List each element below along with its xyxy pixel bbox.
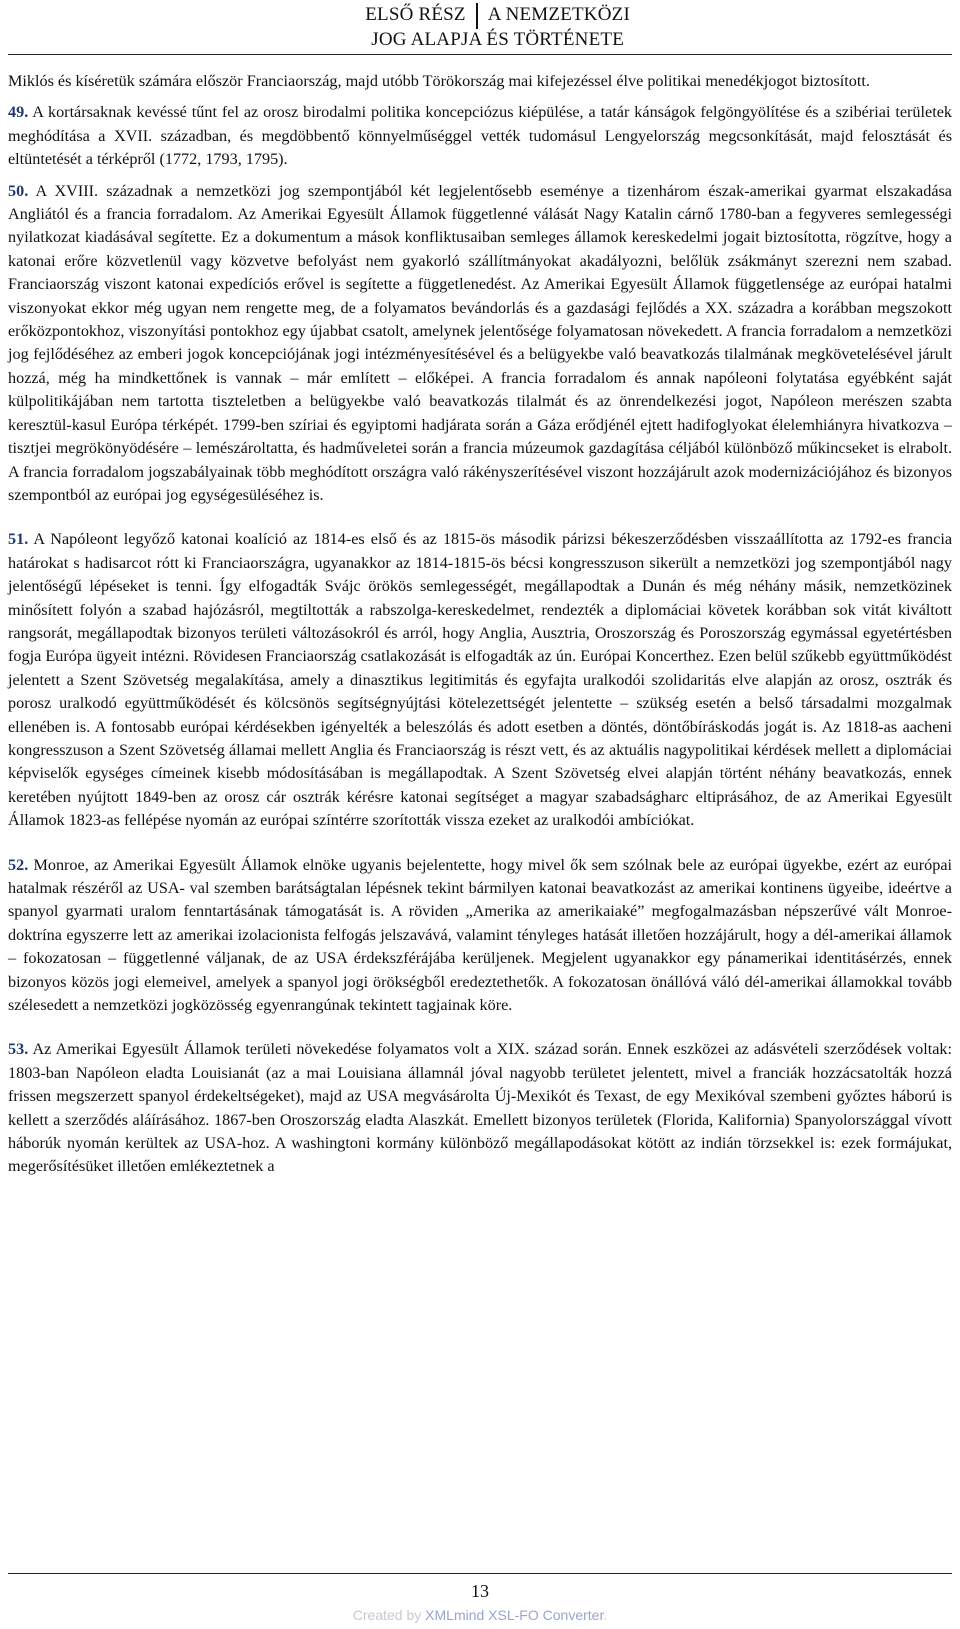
paragraph-continuation — [8, 70, 952, 93]
paragraph-49 — [8, 101, 952, 171]
converter-watermark — [0, 1606, 960, 1624]
header-rule — [8, 54, 952, 55]
paragraph-51 — [8, 528, 952, 832]
paragraph-text: A Napóleont legyőző katonai koalíció az 1814-es első és az 1815-ös második párizsi békeszerződésben visszaállította az 1792-es francia határokat s hadisarcot rótt ki Franciaországra, ugyanakkor az 1814-1815-ös bécsi kongresszuson sikerült a nemzetközi jog szempontjából nagy jelentőségű lépéseket is tenni. Így elfogadták Svájc örökös semlegességét, megállapodtak a Dunán és még néhány másik, nemzetközinek minősített folyón a szabad hajózásról, megtiltották a rabszolga-kereskedelmet, rendezték a diplomáciai követek korábban sok vitát kiváltott rangsorát, megállapodtak bizonyos területi változásokról és arról, hogy Anglia, Ausztria, Oroszország és Poroszország egymással egyetértésben fogja Európa ügyeit intézni. Rövidesen Franciaország csatlakozását is elfogadták az ún. Európai Koncerthez. Ezen belül szűkebb együttműködést jelentett a Szent Szövetség megalakítása, amely a dinasztikus legitimitás és egyfajta uralkodói szolidaritás elve alapján az orosz, osztrák és porosz uralkodó együttműködését és kölcsönös segítségnyújtási kötelezettségét jelentette – szükség esetén a belső társadalmi mozgalmak ellenében is. A fontosabb európai kérdésekben igényelték a beleszólás és adott esetben a döntés, döntőbíráskodás jogát is. Az 1818-as aacheni kongresszuson a Szent Szövetség államai mellett Anglia és Franciaország is részt vett, és az aktuális nagypolitikai kérdések mellett a diplomáciai képviselők egységes címeinek kisebb módosításában is megállapodtak. A Szent Szövetség elvei alapján történt néhány beavatkozás, ennek keretében nyújtott 1849-ben az orosz cár osztrák kérésre katonai segítséget a magyar szabadságharc eltiprásához, de az Amerikai Egyesült Államok 1823-as fellépése nyomán az európai színtérre szorították vissza ezeket az uralkodói ambíciókat. — [8, 530, 952, 830]
footer-rule — [8, 1573, 952, 1574]
paragraph-number: 49. — [8, 103, 29, 122]
paragraph-number: 51. — [8, 530, 29, 549]
paragraph-number: 50. — [8, 181, 29, 200]
paragraph-number: 53. — [8, 1040, 29, 1059]
paragraph-text: A XVIII. századnak a nemzetközi jog szempontjából két legjelentősebb eseménye a tizenhárom észak-amerikai gyarmat elszakadása Angliától és a francia forradalom. Az Amerikai Egyesült Államok függetlenné válását Nagy Katalin cárnő 1780-ban a fegyveres semlegességi nyilatkozat kiadásával segítette. Ez a dokumentum a mások konfliktusaiban semleges államok kereskedelmi jogait biztosította, rögzítve, hogy a katonai erőre közvetlenül vagy közvetve befolyást nem gyakorló szállítmányokat akadályozni, belőlük zsákmányt szerezni nem szabad. Franciaország viszont katonai expedíciós erővel is segítette a függetlenedést. Az Amerikai Egyesült Államok függetlensége az európai hatalmi viszonyokat ekkor még ugyan nem rengette meg, de a folyamatos bevándorlás és a gazdasági fejlődés a XX. századra a korábban megszokott erőközpontokhoz, viszonyítási pontokhoz egy újabbat csatolt, amelynek jelentősége folyamatosan növekedett. A francia forradalom a nemzetközi jog fejlődéséhez az emberi jogok koncepciójának jogi intézményesítésével és a belügyekbe való beavatkozás tilalmának megkövetelésével járult hozzá, még ha mindkettőnek is vannak – már említett – előképei. A francia forradalom és annak napóleoni folytatása egyébként saját külpolitikájában nem tartotta tiszteletben a belügyekbe való beavatkozás tilalmát és az önrendelkezési jogot, Napóleon merészen szabta keresztül-kasul Európa térképét. 1799-ben szíriai és egyiptomi hadjárata során a Gáza erődjénél ejtett hadifoglyokat élelemhiányra hivatkozva – tisztjei megrökönyödésére – lemészároltatta, és hadműveletei során a francia múzeumok gazdagítása céljából különböző műkincseket is elrabolt. A francia forradalom jogszabályainak több meghódított országra való rákényszerítésével viszont hozzájárult azok modernizációjához és bizonyos szempontból az európai jog egységesüléséhez is. — [8, 181, 952, 504]
paragraph-text: Az Amerikai Egyesült Államok területi növekedése folyamatos volt a XIX. század során. Ennek eszközei az adásvételi szerződések voltak: 1803-ban Napóleon eladta Louisianát (az a mai Louisiana államnál jóval nagyobb területet jelentett, mivel a franciák hozzácsatolták hozzá frissen megszerzett spanyol érdekeltségeket), majd az USA megvásárolta Új-Mexikót és Texast, de egy Mexikóval szembeni győztes háború is kellett a szerződés aláírásához. 1867-ben Oroszország eladta Alaszkát. Emellett bizonyos területek (Florida, Kalifornia) Spanyolországgal vívott háborúk nyomán kerültek az USA-hoz. A washingtoni kormány különböző megállapodásokat kötött az indián törzsekkel is: ezek formájukat, megerősítésüket illetően emlékeztetnek a — [8, 1040, 952, 1176]
running-header — [365, 4, 630, 51]
paragraph-number: 52. — [8, 855, 29, 874]
paragraph-52 — [8, 854, 952, 1018]
watermark-brand-link[interactable]: XMLmind XSL-FO Converter — [425, 1607, 604, 1623]
document-body — [8, 70, 952, 1200]
page-number: 13 — [471, 1581, 489, 1601]
paragraph-53 — [8, 1038, 952, 1178]
header-title-line1: A NEMZETKÖZI — [487, 4, 630, 25]
watermark-prefix: Created by — [352, 1607, 426, 1623]
paragraph-text: A kortársaknak kevéssé tűnt fel az orosz birodalmi politika koncepciózus kiépülése, a tatár kánságok felgöngyölítése és a szibériai területek meghódítása a XVII. században, és megdöbbentő könnyelműséggel vették tudomásul Lengyelország megcsonkítását, majd felosztását és eltüntetését a térképről (1772, 1793, 1795). — [8, 103, 952, 169]
paragraph-50 — [8, 180, 952, 508]
header-part-label: ELSŐ RÉSZ — [365, 4, 466, 25]
header-title-line2: JOG ALAPJA ÉS TÖRTÉNETE — [371, 29, 624, 50]
paragraph-text: Miklós és kíséretük számára először Franciaország, majd utóbb Törökország mai kifejezéssel élve politikai menedékjogot biztosított. — [8, 72, 870, 90]
header-divider — [476, 3, 478, 29]
watermark-suffix: . — [603, 1607, 608, 1623]
paragraph-text: Monroe, az Amerikai Egyesült Államok elnöke ugyanis bejelentette, hogy mivel ők sem szólnak bele az európai ügyekbe, ezért az európai hatalmak részéről az USA- val szemben barátságtalan lépésnek tekint bármilyen katonai beavatkozást az amerikai kontinens ügyeibe, ideértve a spanyol gyarmati uralom fenntartásának támogatását is. A röviden „Amerika az amerikaiaké” megfogalmazásban népszerűvé vált Monroe-doktrína egyszerre lett az amerikai izolacionista felfogás jelszavává, valamint tényleges hatását illetően hozzájárult, hogy a dél-amerikai államok – fokozatosan – függetlenné váljanak, de az USA érdekszférájába kerüljenek. Megjelent ugyanakkor egy pánamerikai identitásérzés, ennek bizonyos közös jogi elemeivel, amelyek a spanyol jogi örökségből eredeztethetők. A fokozatosan önállóvá váló dél-amerikai államokkal tovább szélesedett a nemzetközi jogközösség egyenrangúnak tekintett tagjainak köre. — [8, 855, 952, 1015]
